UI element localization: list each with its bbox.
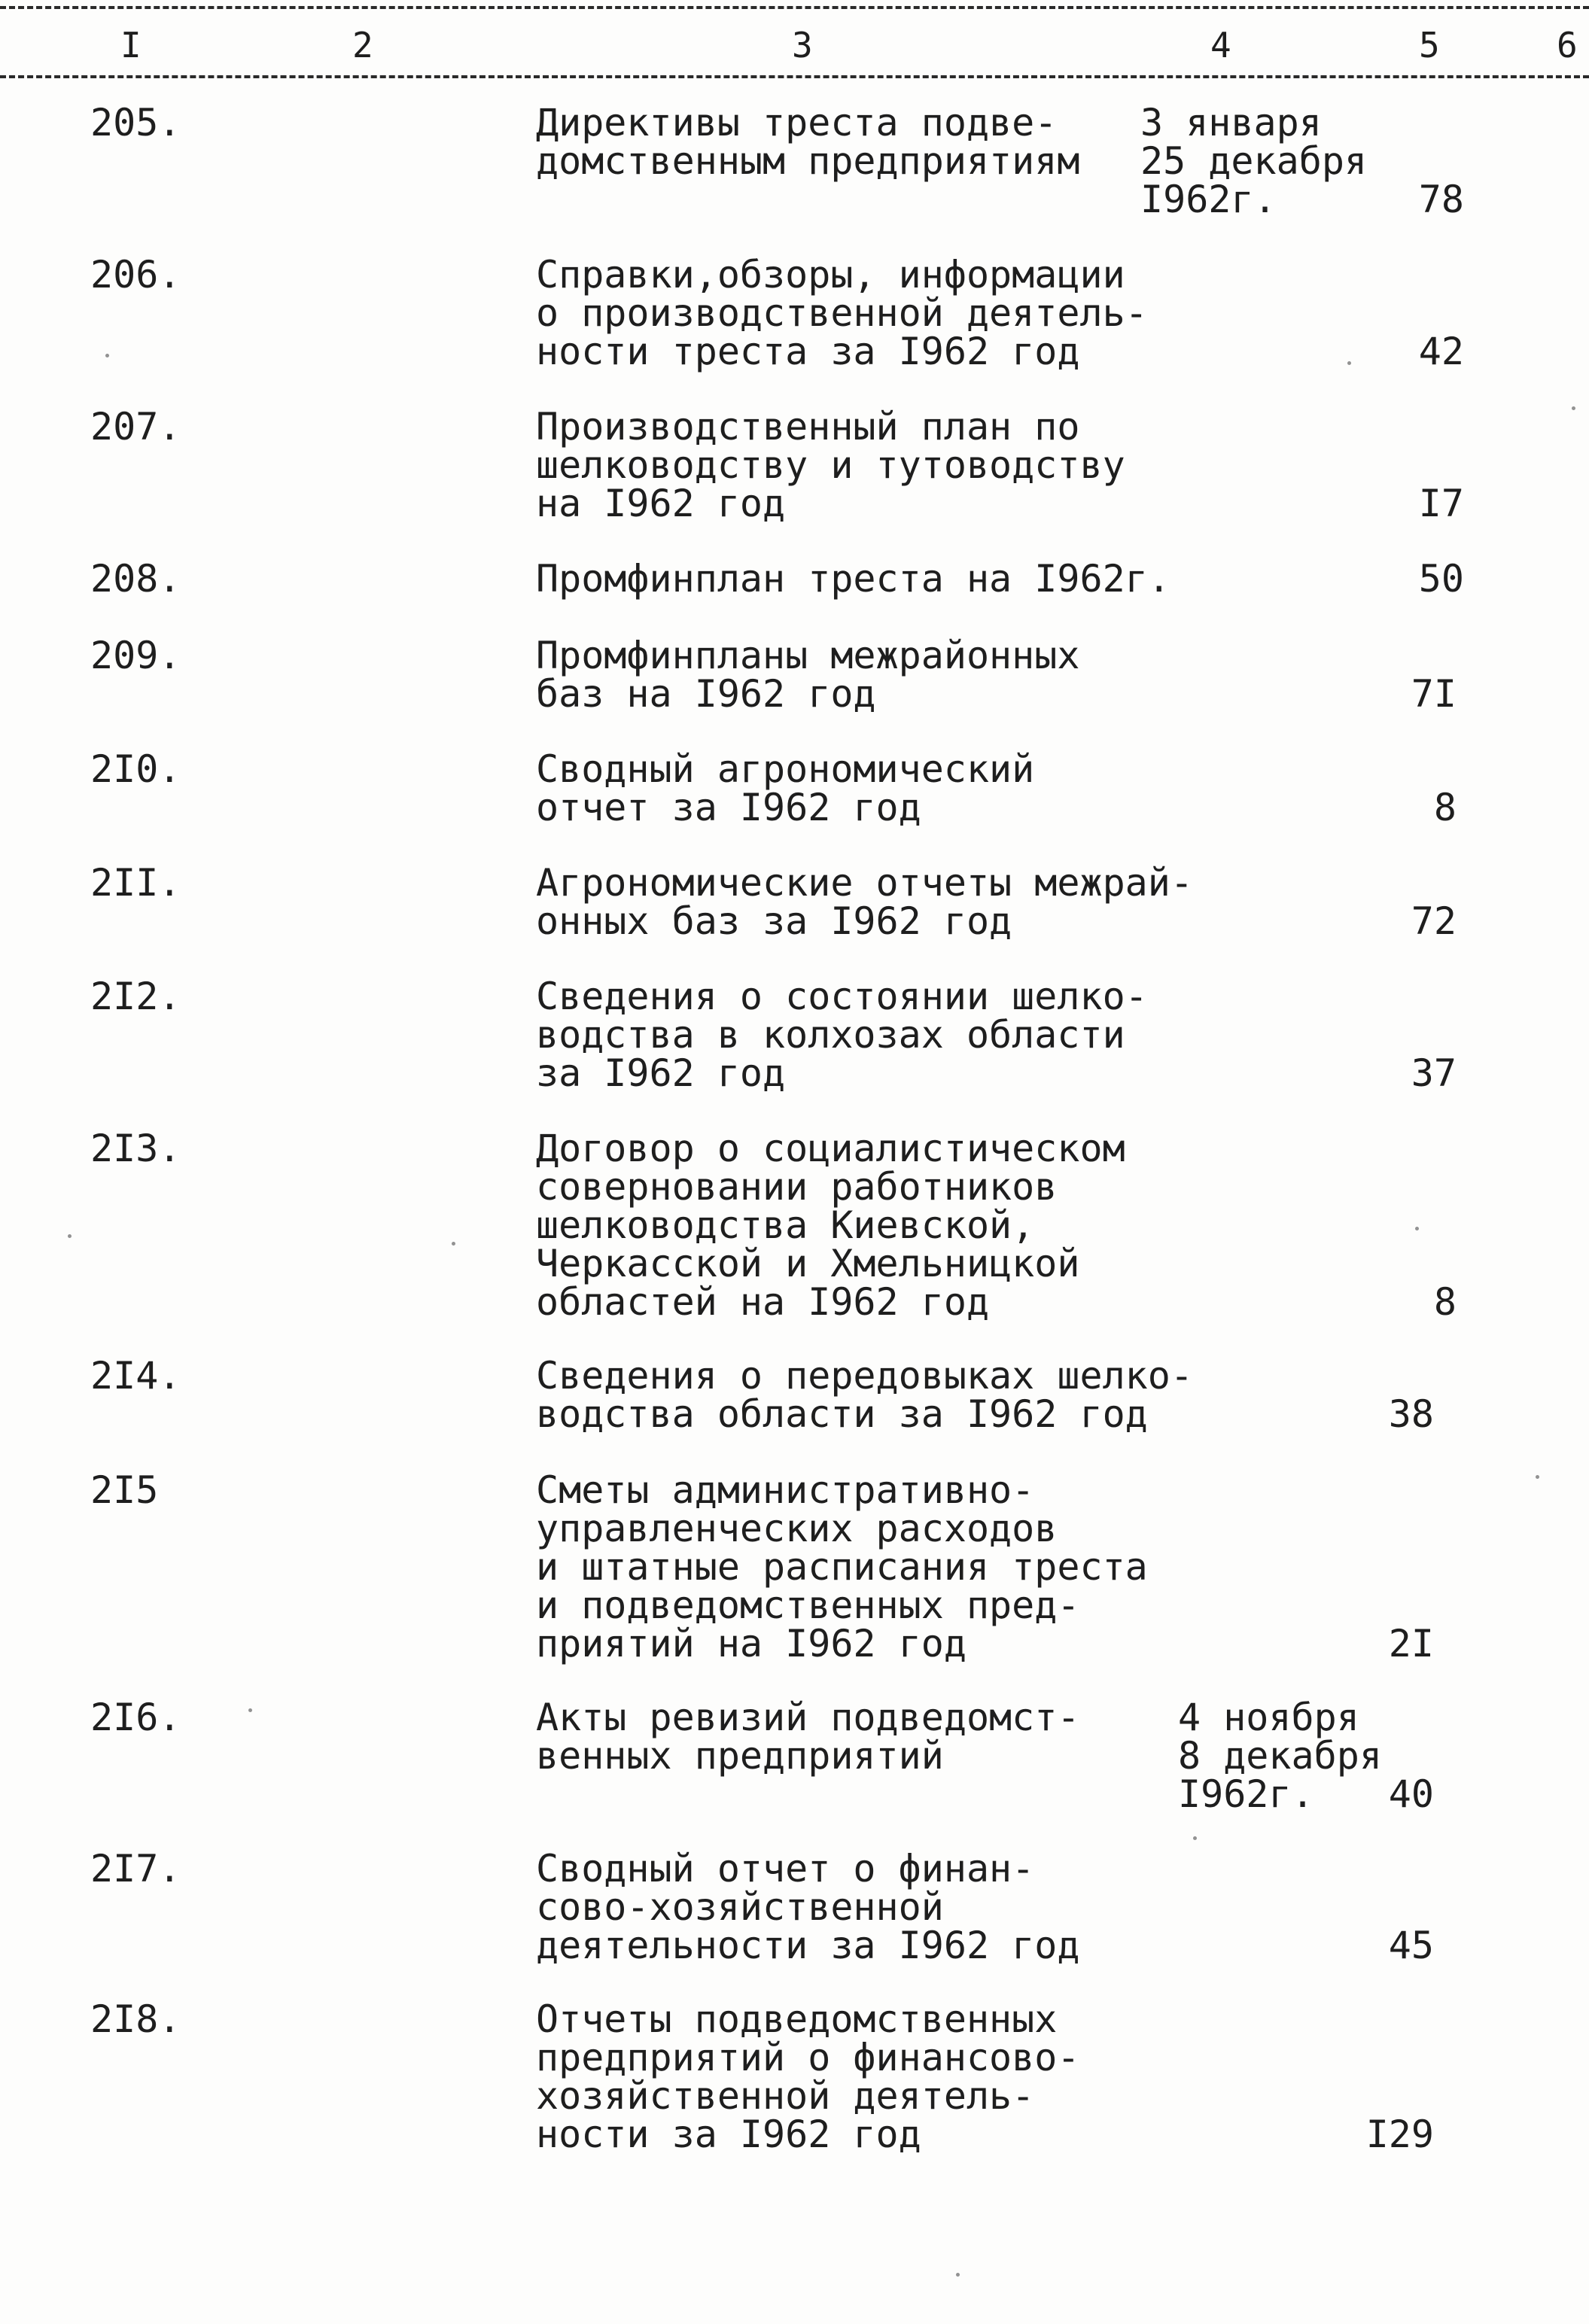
file-number: 209. xyxy=(90,634,181,677)
scan-speck xyxy=(1347,361,1351,365)
file-title: Акты ревизий подведомст- венных предприятий xyxy=(536,1696,1080,1778)
file-number: 2I3. xyxy=(90,1127,181,1170)
file-number: 2I5 xyxy=(90,1468,159,1512)
column-header-3: 3 xyxy=(792,25,813,65)
column-header-2: 2 xyxy=(352,25,373,65)
file-number: 2I0. xyxy=(90,747,181,791)
file-title: Договор о социалистическом соверновании работников шелководства Киевской, Черкасской и Хмельницкой областей на I962 год xyxy=(536,1127,1125,1324)
sheet-count: 8 xyxy=(1433,1280,1457,1324)
file-number: 2I8. xyxy=(90,1997,181,2041)
column-header-5: 5 xyxy=(1419,25,1440,65)
column-header-4: 4 xyxy=(1210,25,1231,65)
sheet-count: 72 xyxy=(1411,899,1457,943)
file-number: 2II. xyxy=(90,861,181,905)
sheet-count: 78 xyxy=(1418,178,1464,221)
scan-speck xyxy=(68,1234,72,1238)
scan-speck xyxy=(956,2273,960,2277)
file-title: Промфинпланы межрайонных баз на I962 год xyxy=(536,634,1080,716)
sheet-count: 37 xyxy=(1411,1051,1457,1095)
column-header-6: 6 xyxy=(1557,25,1578,65)
scan-speck xyxy=(1536,1475,1539,1479)
column-header-1: I xyxy=(120,25,142,65)
file-title: Сводный агрономический отчет за I962 год xyxy=(536,747,1035,829)
file-title: Справки,обзоры, информации о производственной деятель- ности треста за I962 год xyxy=(536,253,1148,373)
file-title: Сведения о передовыках шелко- водства области за I962 год xyxy=(536,1354,1193,1436)
sheet-count: 42 xyxy=(1418,330,1464,373)
sheet-count: 50 xyxy=(1418,557,1464,601)
sheet-count: 40 xyxy=(1388,1772,1434,1816)
file-title: Сводный отчет о финан- сово-хозяйственной деятельности за I962 год xyxy=(536,1847,1080,1967)
file-title: Сметы административно- управленческих расходов и штатные расписания треста и подведомственных пред- приятий на I962 год xyxy=(536,1468,1148,1665)
top-border-rule xyxy=(0,6,1589,9)
file-title: Промфинплан треста на I962г. xyxy=(536,557,1170,601)
sheet-count: 7I xyxy=(1411,672,1457,716)
sheet-count: 8 xyxy=(1433,786,1457,829)
file-number: 2I7. xyxy=(90,1847,181,1891)
sheet-count: 45 xyxy=(1388,1924,1434,1967)
file-title: Производственный план по шелководству и тутоводству на I962 год xyxy=(536,405,1125,525)
sheet-count: I29 xyxy=(1365,2113,1434,2156)
header-underline-rule xyxy=(0,75,1589,78)
file-number: 205. xyxy=(90,101,181,144)
scan-speck xyxy=(1415,1227,1419,1230)
file-number: 2I4. xyxy=(90,1354,181,1398)
file-title: Сведения о состоянии шелко- водства в колхозах области за I962 год xyxy=(536,975,1148,1095)
scan-speck xyxy=(452,1242,455,1246)
file-title: Отчеты подведомственных предприятий о финансово- хозяйственной деятель- ности за I962 год xyxy=(536,1997,1080,2156)
sheet-count: 38 xyxy=(1388,1392,1434,1436)
scan-speck xyxy=(1193,1836,1197,1840)
file-number: 206. xyxy=(90,253,181,297)
file-dates: 4 ноября 8 декабря I962г. xyxy=(1178,1696,1382,1816)
file-dates: 3 января 25 декабря I962г. xyxy=(1140,101,1368,221)
sheet-count: I7 xyxy=(1418,482,1464,525)
file-title: Агрономические отчеты межрай- онных баз за I962 год xyxy=(536,861,1193,943)
file-number: 2I6. xyxy=(90,1696,181,1739)
sheet-count: 2I xyxy=(1388,1622,1434,1665)
file-number: 207. xyxy=(90,405,181,449)
file-number: 2I2. xyxy=(90,975,181,1018)
scan-speck xyxy=(105,354,109,357)
scan-speck xyxy=(1572,406,1575,410)
file-title: Директивы треста подве- домственным предприятиям xyxy=(536,101,1080,183)
file-number: 208. xyxy=(90,557,181,601)
scan-speck xyxy=(248,1708,252,1712)
